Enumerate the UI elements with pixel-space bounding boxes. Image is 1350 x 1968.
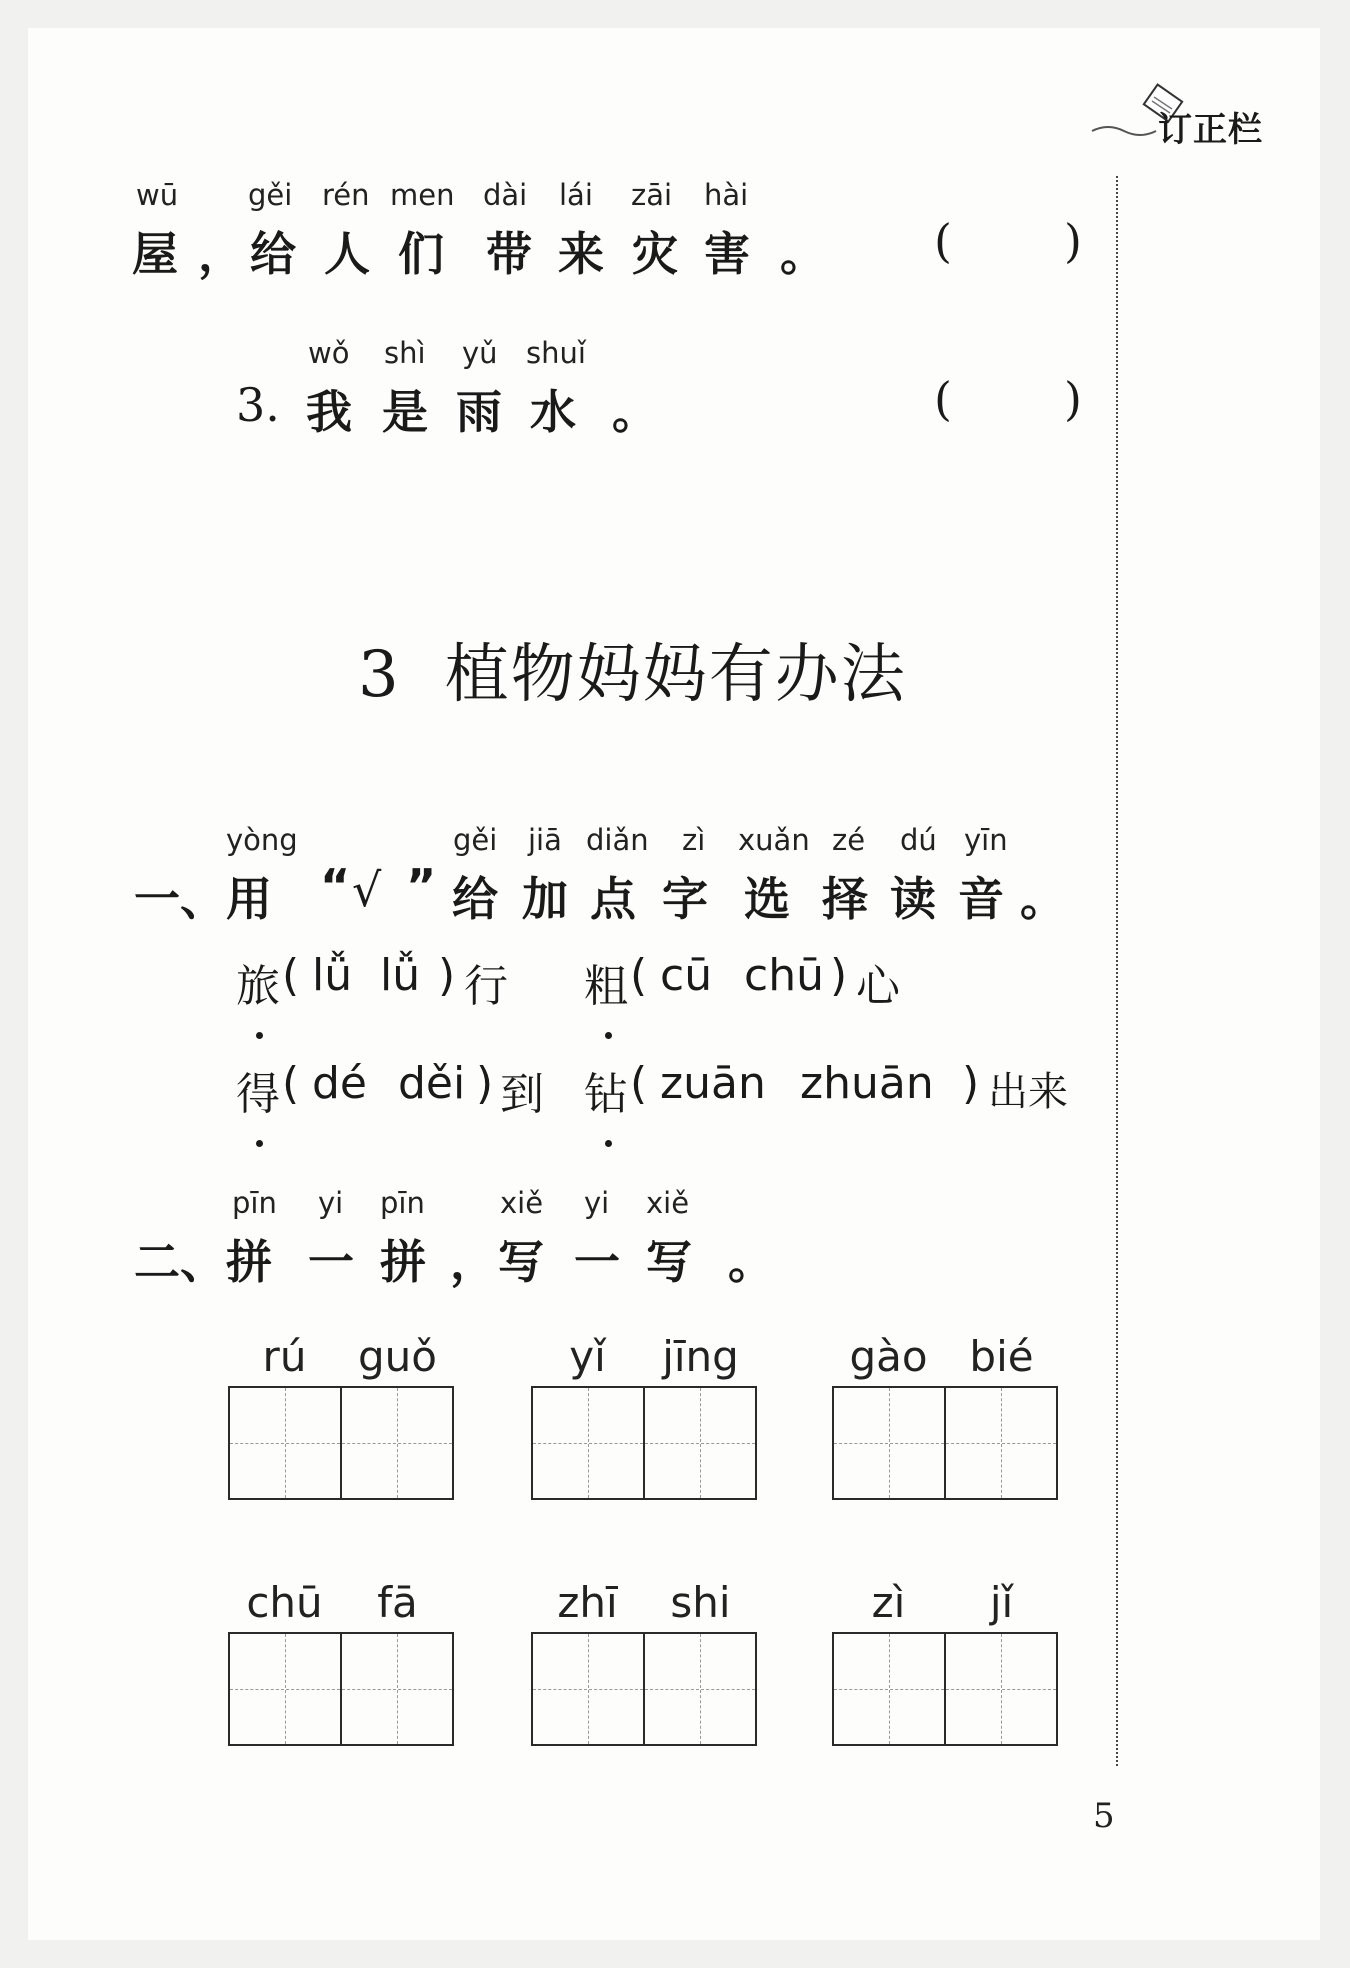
- rest-chars: 心: [856, 961, 900, 1012]
- writing-cell[interactable]: [533, 1634, 643, 1744]
- reading-option[interactable]: lǚ: [380, 950, 421, 1001]
- writing-grid-boxes[interactable]: [531, 1386, 757, 1500]
- writing-cell[interactable]: [230, 1388, 340, 1498]
- dotted-char: 粗: [584, 961, 628, 1012]
- writing-cell[interactable]: [944, 1388, 1056, 1498]
- section-1-heading: [28, 823, 1108, 943]
- writing-grid-item: [832, 1578, 1058, 1748]
- pinyin: xuǎn: [738, 823, 810, 857]
- heading-char: 点: [590, 872, 636, 926]
- pinyin: xiě: [646, 1186, 690, 1220]
- grid-pinyin: [228, 1332, 454, 1384]
- lesson-title-text: 植物妈妈有办法: [444, 638, 907, 712]
- writing-grid-item: [531, 1578, 757, 1748]
- paren-close: ): [962, 1058, 980, 1109]
- pinyin: zé: [832, 823, 866, 857]
- section-label: 二、拼: [134, 1235, 272, 1289]
- punctuation: ，: [198, 227, 244, 281]
- pinyin: zhī: [557, 1578, 618, 1627]
- heading-char: 择: [822, 872, 868, 926]
- lesson-number: 3: [358, 638, 401, 712]
- workbook-page: [28, 28, 1320, 1940]
- pinyin: zì: [682, 823, 706, 857]
- sentence-3: [28, 336, 1108, 456]
- pinyin: wū: [136, 178, 179, 212]
- reading-option[interactable]: dé: [312, 1058, 367, 1109]
- pinyin: wǒ: [308, 336, 350, 370]
- paren-open: (: [630, 1058, 648, 1109]
- emphasis-dot: [256, 1140, 263, 1147]
- writing-grid-item: [832, 1332, 1058, 1502]
- heading-char: 读: [890, 872, 936, 926]
- grid-pinyin: [531, 1578, 757, 1630]
- heading-char: 音: [958, 872, 1004, 926]
- hanzi: 人: [324, 227, 370, 281]
- pinyin: yīn: [964, 823, 1008, 857]
- pinyin: zāi: [631, 178, 673, 212]
- dotted-char: 得: [236, 1069, 280, 1120]
- heading-char: 拼: [380, 1235, 426, 1289]
- emphasis-dot: [605, 1140, 612, 1147]
- heading-char: 加: [522, 872, 568, 926]
- heading-char: 。: [1020, 872, 1066, 926]
- page-number: 5: [1093, 1796, 1115, 1836]
- correction-column-divider: [1116, 176, 1118, 1766]
- hanzi: 带: [486, 227, 532, 281]
- pinyin: yǔ: [462, 336, 498, 370]
- choice-item: [28, 950, 1108, 1030]
- pinyin: jǐ: [989, 1578, 1014, 1627]
- heading-char: 写: [646, 1235, 692, 1289]
- hanzi: 灾: [632, 227, 678, 281]
- pinyin: pīn: [380, 1186, 425, 1220]
- writing-cell[interactable]: [340, 1388, 452, 1498]
- writing-cell[interactable]: [643, 1634, 755, 1744]
- rest-chars: 行: [464, 961, 508, 1012]
- hanzi: 给: [250, 227, 296, 281]
- answer-paren-close: ): [1064, 372, 1082, 426]
- quote-open: “: [320, 859, 351, 913]
- writing-grid-item: [228, 1332, 454, 1502]
- grid-pinyin: [228, 1578, 454, 1630]
- dotted-char: 钻: [584, 1069, 628, 1120]
- reading-option[interactable]: zuān: [660, 1058, 766, 1109]
- pinyin: guǒ: [358, 1332, 437, 1381]
- rest-chars: 出来: [988, 1069, 1068, 1115]
- emphasis-dot: [256, 1032, 263, 1039]
- pinyin: diǎn: [586, 823, 649, 857]
- punctuation: 。: [612, 385, 658, 439]
- writing-cell[interactable]: [533, 1388, 643, 1498]
- grid-pinyin: [832, 1578, 1058, 1630]
- checkmark-symbol: √: [352, 863, 382, 917]
- writing-cell[interactable]: [230, 1634, 340, 1744]
- hanzi: 来: [558, 227, 604, 281]
- pinyin: shi: [670, 1578, 731, 1627]
- writing-cell[interactable]: [944, 1634, 1056, 1744]
- writing-grid-boxes[interactable]: [531, 1632, 757, 1746]
- heading-char: 字: [662, 872, 708, 926]
- pinyin: lái: [559, 178, 593, 212]
- hanzi: 雨: [456, 385, 502, 439]
- writing-grid-boxes[interactable]: [832, 1386, 1058, 1500]
- pinyin: fā: [377, 1578, 418, 1627]
- hanzi: 害: [704, 227, 750, 281]
- answer-paren-close: ): [1064, 214, 1082, 268]
- reading-option[interactable]: zhuān: [800, 1058, 934, 1109]
- quote-close: ”: [406, 859, 437, 913]
- correction-column-label: 订正栏: [1158, 110, 1263, 150]
- writing-grid-item: [531, 1332, 757, 1502]
- pinyin: yi: [584, 1186, 610, 1220]
- grid-pinyin: [531, 1332, 757, 1384]
- section-label: 一、用: [134, 872, 272, 926]
- pinyin: jīng: [662, 1332, 739, 1381]
- paren-close: ): [830, 950, 848, 1001]
- heading-char: 选: [744, 872, 790, 926]
- section-2-heading: [28, 1186, 1108, 1306]
- lesson-title: [358, 623, 907, 715]
- hanzi: 水: [530, 385, 576, 439]
- pinyin: zì: [871, 1578, 906, 1627]
- paren-open: (: [630, 950, 648, 1001]
- punctuation: 。: [780, 227, 826, 281]
- item-number: 3.: [236, 378, 280, 432]
- pinyin: bié: [969, 1332, 1034, 1381]
- heading-char: 一: [574, 1235, 620, 1289]
- pinyin: dú: [900, 823, 937, 857]
- paren-open: (: [282, 1058, 300, 1109]
- emphasis-dot: [605, 1032, 612, 1039]
- hanzi: 们: [398, 227, 444, 281]
- writing-cell[interactable]: [643, 1388, 755, 1498]
- paren-close: ): [438, 950, 456, 1001]
- hanzi: 屋: [132, 227, 178, 281]
- pinyin: rén: [322, 178, 370, 212]
- dotted-char: 旅: [236, 961, 280, 1012]
- writing-grid-boxes[interactable]: [832, 1632, 1058, 1746]
- pinyin: shì: [384, 336, 426, 370]
- answer-paren-open: (: [934, 214, 952, 268]
- pinyin: chū: [246, 1578, 323, 1627]
- pinyin: gěi: [248, 178, 293, 212]
- pinyin: pīn: [232, 1186, 277, 1220]
- answer-paren-open: (: [934, 372, 952, 426]
- writing-cell[interactable]: [834, 1388, 944, 1498]
- pinyin: gěi: [453, 823, 498, 857]
- pinyin: dài: [483, 178, 528, 212]
- pinyin: xiě: [500, 1186, 544, 1220]
- choice-item: [28, 1058, 1108, 1138]
- pinyin: yi: [318, 1186, 344, 1220]
- rest-chars: 到: [500, 1069, 544, 1120]
- pinyin: shuǐ: [526, 336, 586, 370]
- writing-cell[interactable]: [834, 1634, 944, 1744]
- grid-pinyin: [832, 1332, 1058, 1384]
- writing-cell[interactable]: [340, 1634, 452, 1744]
- reading-option[interactable]: cū: [660, 950, 713, 1001]
- pinyin: rú: [262, 1332, 307, 1381]
- paren-open: (: [282, 950, 300, 1001]
- pinyin: jiā: [528, 823, 562, 857]
- writing-grid-boxes[interactable]: [228, 1632, 454, 1746]
- reading-option[interactable]: lǚ: [312, 950, 353, 1001]
- reading-option[interactable]: děi: [398, 1058, 466, 1109]
- heading-char: 写: [498, 1235, 544, 1289]
- hanzi: 我: [306, 385, 352, 439]
- punctuation: 。: [728, 1235, 774, 1289]
- sentence-line-continuation: [28, 178, 1108, 298]
- writing-grid-item: [228, 1578, 454, 1748]
- pinyin: gào: [849, 1332, 928, 1381]
- hanzi: 是: [382, 385, 428, 439]
- writing-grid-boxes[interactable]: [228, 1386, 454, 1500]
- pinyin: yǐ: [569, 1332, 606, 1381]
- pinyin: men: [390, 178, 455, 212]
- pinyin: yòng: [226, 823, 298, 857]
- punctuation: ，: [450, 1235, 496, 1289]
- pinyin: hài: [704, 178, 749, 212]
- reading-option[interactable]: chū: [744, 950, 824, 1001]
- paren-close: ): [476, 1058, 494, 1109]
- heading-char: 给: [452, 872, 498, 926]
- heading-char: 一: [308, 1235, 354, 1289]
